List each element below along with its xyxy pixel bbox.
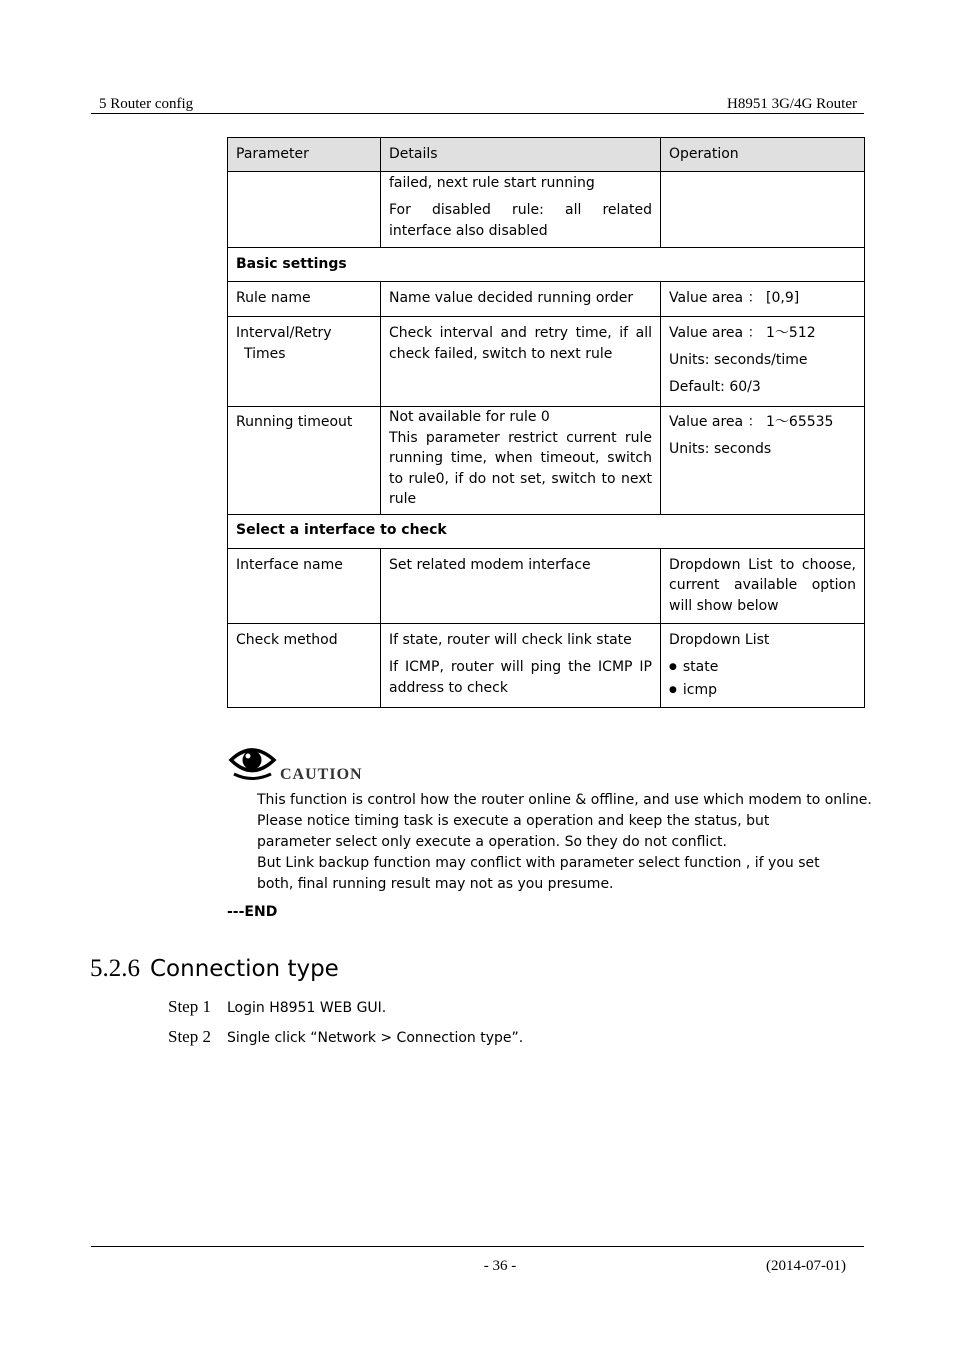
section-row-select-interface: [228, 514, 865, 548]
operation-text: Units: seconds: [669, 441, 772, 457]
step-text: Login H8951 WEB GUI.: [227, 1000, 387, 1016]
cell-parameter: Check method: [228, 623, 381, 707]
section-label: Basic settings: [228, 248, 865, 282]
details-text: failed, next rule start running: [389, 175, 595, 191]
caution-label: CAUTION: [280, 766, 363, 783]
caution-paragraph: But Link backup function may conflict with parameter select function , if you set both, final running result may not as you presume.: [257, 855, 820, 892]
eye-icon: [228, 743, 368, 785]
step-item: [168, 1027, 523, 1047]
header-divider: [91, 113, 864, 114]
table-row: [228, 282, 865, 317]
operation-text: Value area ： 1～65535: [669, 414, 834, 430]
caution-paragraph: Please notice timing task is execute a operation and keep the status, but parameter select only execute a operation. So they do not conflict.: [257, 813, 770, 850]
table-row: [228, 317, 865, 407]
operation-text: Dropdown List: [669, 631, 770, 648]
page-number: - 36 -: [483, 1258, 517, 1274]
cell-details: [381, 407, 661, 515]
section-heading: [90, 955, 339, 983]
parameter-text: Times: [244, 346, 286, 362]
cell-details: Set related modem interface: [381, 548, 661, 623]
cell-details: Name value decided running order: [381, 282, 661, 317]
footer-divider: [91, 1246, 864, 1247]
header-chapter: 5 Router config: [99, 96, 194, 112]
cell-operation: [661, 172, 865, 248]
cell-operation: Value area ： [0,9]: [661, 282, 865, 317]
operation-text: Value area ： 1～512: [669, 325, 816, 341]
document-date: (2014-07-01): [766, 1258, 846, 1274]
cell-parameter: Rule name: [228, 282, 381, 317]
section-title: Connection type: [150, 956, 339, 982]
step-item: [168, 997, 386, 1017]
details-text: This parameter restrict current rule running time, when timeout, switch to rule0, if do not set, switch to next rule: [389, 429, 652, 507]
table-row: [228, 548, 865, 623]
cell-operation: [661, 317, 865, 407]
option-list: [669, 657, 856, 703]
column-header-operation: Operation: [661, 138, 865, 172]
details-text: Not available for rule 0: [389, 409, 550, 425]
cell-details: [381, 172, 661, 248]
details-text: If state, router will check link state: [389, 631, 632, 648]
caution-paragraph: This function is control how the router online & offline, and use which modem to online.: [257, 792, 872, 808]
section-row-basic-settings: [228, 248, 865, 282]
parameter-text: Interval/Retry: [236, 325, 332, 341]
end-marker: ---END: [227, 904, 278, 920]
cell-details: [381, 623, 661, 707]
table-header-row: [228, 138, 865, 172]
section-label: Select a interface to check: [228, 514, 865, 548]
caution-notice: [228, 743, 368, 789]
header-product: H8951 3G/4G Router: [727, 96, 857, 112]
cell-parameter: [228, 317, 381, 407]
caution-text: [257, 790, 872, 895]
table-row: [228, 407, 865, 515]
table-row: [228, 623, 865, 707]
step-text: Single click “Network > Connection type”.: [227, 1030, 524, 1046]
parameter-table: [227, 137, 865, 708]
cell-parameter: Running timeout: [228, 407, 381, 515]
cell-parameter: Interface name: [228, 548, 381, 623]
cell-details: Check interval and retry time, if all check failed, switch to next rule: [381, 317, 661, 407]
operation-text: Default: 60/3: [669, 379, 761, 395]
cell-operation: Dropdown List to choose, current available option will show below: [661, 548, 865, 623]
operation-text: Units: seconds/time: [669, 352, 808, 368]
section-number: 5.2.6: [90, 955, 140, 982]
step-label: Step 2: [168, 1027, 211, 1046]
column-header-details: Details: [381, 138, 661, 172]
option-item: ● state: [669, 657, 856, 680]
cell-operation: [661, 407, 865, 515]
details-text: If ICMP, router will ping the ICMP IP address to check: [389, 658, 652, 696]
step-label: Step 1: [168, 997, 211, 1016]
option-item: ● icmp: [669, 680, 856, 703]
cell-operation: [661, 623, 865, 707]
details-text: For disabled rule: all related interface also disabled: [389, 202, 652, 239]
column-header-parameter: Parameter: [228, 138, 381, 172]
table-row: [228, 172, 865, 248]
cell-parameter: [228, 172, 381, 248]
